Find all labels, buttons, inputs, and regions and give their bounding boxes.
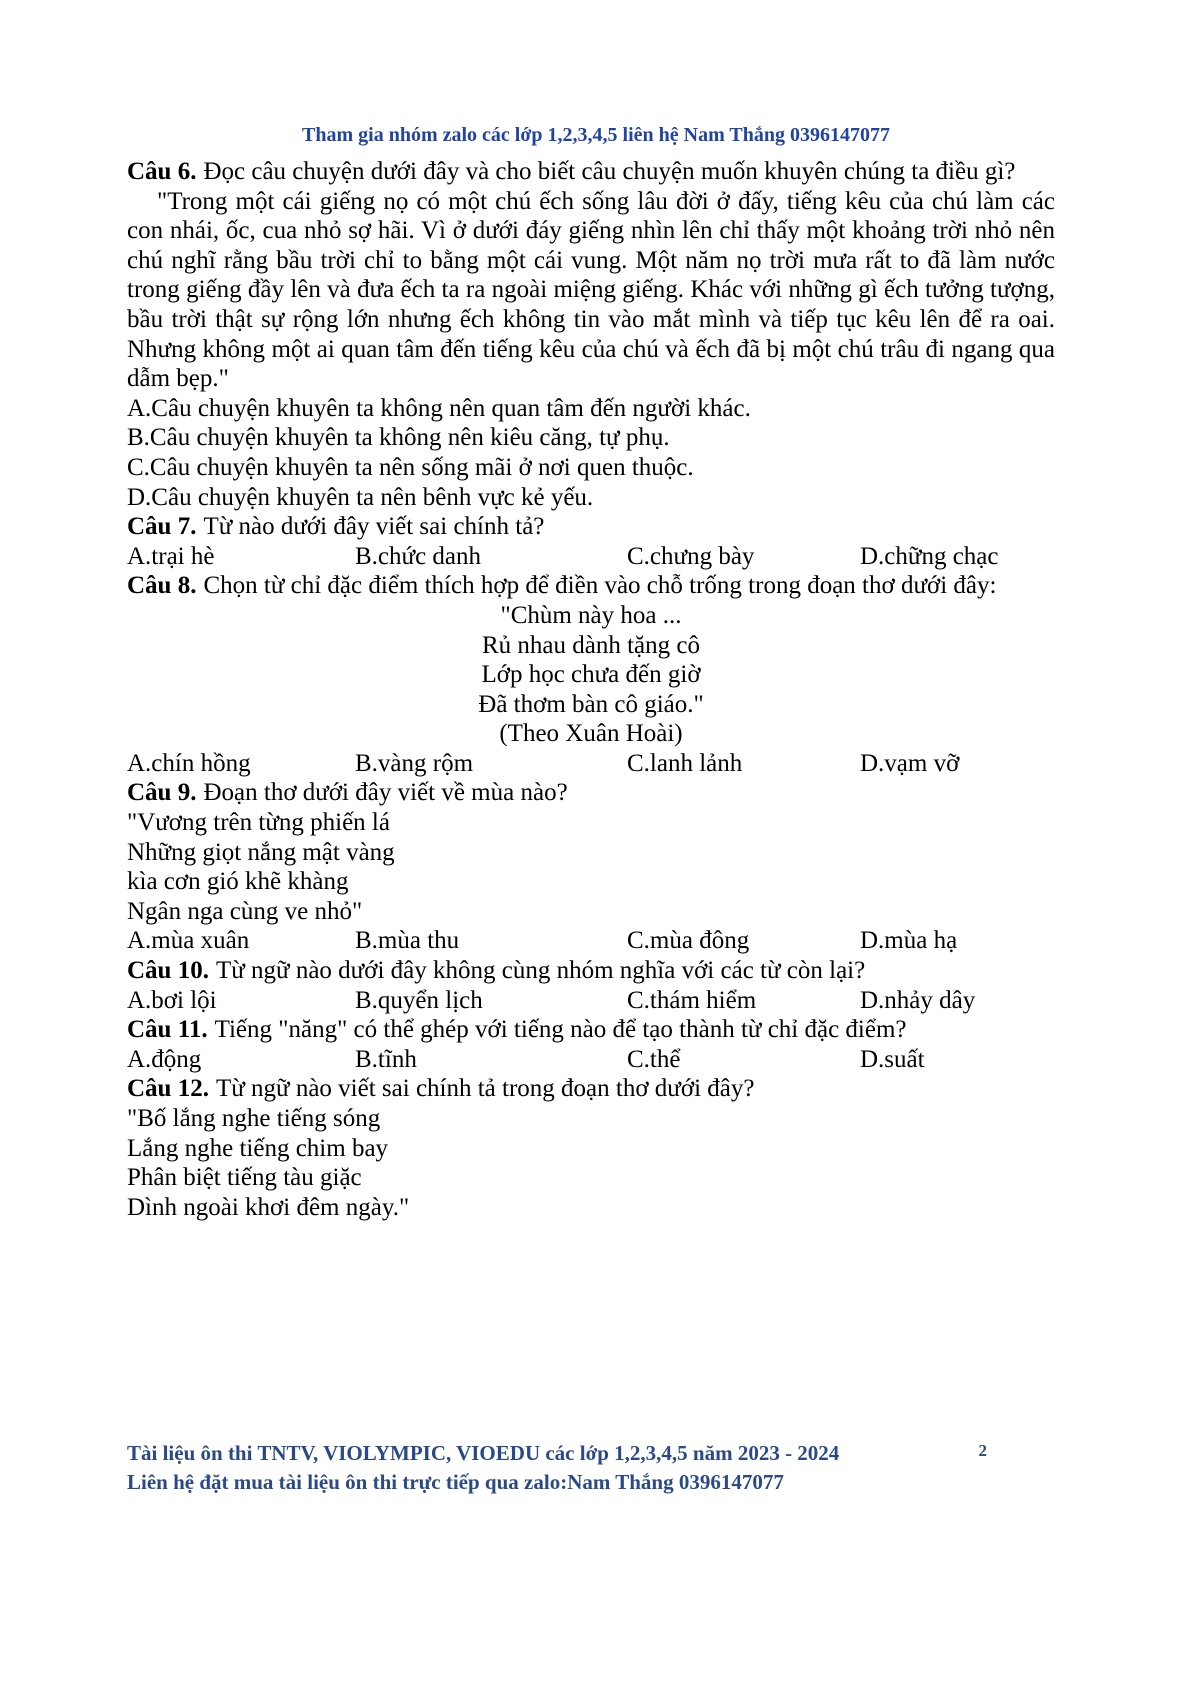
question-7-text: Từ nào dưới đây viết sai chính tả? bbox=[203, 513, 545, 541]
question-12-label: Câu 12. bbox=[127, 1075, 209, 1103]
question-6-option-c: C.Câu chuyện khuyên ta nên sống mãi ở nơi quen thuộc. bbox=[127, 453, 694, 481]
question-12 bbox=[127, 1074, 1055, 1104]
question-6-option-b: B.Câu chuyện khuyên ta không nên kiêu căng, tự phụ. bbox=[127, 424, 670, 452]
document-content bbox=[127, 157, 1055, 1222]
question-11-option-a: A.động bbox=[127, 1045, 202, 1073]
poem-attribution: (Theo Xuân Hoài) bbox=[499, 720, 683, 748]
question-10-option-a: A.bơi lội bbox=[127, 986, 217, 1014]
question-8-option-a: A.chín hồng bbox=[127, 749, 251, 777]
question-8-options bbox=[127, 749, 1055, 779]
question-8 bbox=[127, 571, 1055, 601]
question-11-option-b: B.tĩnh bbox=[355, 1045, 417, 1073]
poem-line: Ngân nga cùng ve nhỏ" bbox=[127, 897, 363, 925]
question-8-option-b: B.vàng rộm bbox=[355, 749, 474, 777]
question-11-options bbox=[127, 1045, 1055, 1075]
question-10-option-d: D.nhảy dây bbox=[860, 986, 976, 1014]
question-8-text: Chọn từ chỉ đặc điểm thích hợp để điền vào chỗ trống trong đoạn thơ dưới đây: bbox=[203, 572, 997, 600]
question-11 bbox=[127, 1015, 1055, 1045]
poem-line: Rủ nhau dành tặng cô bbox=[481, 631, 700, 659]
question-6-option-d: D.Câu chuyện khuyên ta nên bênh vực kẻ yếu. bbox=[127, 483, 594, 511]
question-11-label: Câu 11. bbox=[127, 1016, 208, 1044]
footer-line-2: Liên hệ đặt mua tài liệu ôn thi trực tiếp qua zalo:Nam Thắng 0396147077 bbox=[127, 1470, 784, 1494]
question-7-option-a: A.trại hè bbox=[127, 542, 215, 570]
question-9-text: Đoạn thơ dưới đây viết về mùa nào? bbox=[203, 779, 568, 807]
question-9-label: Câu 9. bbox=[127, 779, 197, 807]
question-6-label: Câu 6. bbox=[127, 158, 197, 185]
poem-line: Lớp học chưa đến giờ bbox=[481, 661, 701, 689]
question-9-option-b: B.mùa thu bbox=[355, 927, 460, 955]
footer-line-1: Tài liệu ôn thi TNTV, VIOLYMPIC, VIOEDU các lớp 1,2,3,4,5 năm 2023 - 2024 bbox=[127, 1441, 840, 1465]
question-12-text: Từ ngữ nào viết sai chính tả trong đoạn thơ dưới đây? bbox=[215, 1075, 755, 1103]
question-6-text: Đọc câu chuyện dưới đây và cho biết câu chuyện muốn khuyên chúng ta điều gì? bbox=[203, 158, 1016, 185]
question-10-option-c: C.thám hiểm bbox=[627, 986, 757, 1014]
question-7 bbox=[127, 512, 1055, 542]
question-8-option-d: D.vạm vỡ bbox=[860, 749, 960, 777]
question-9 bbox=[127, 778, 1055, 808]
question-10-options bbox=[127, 986, 1055, 1016]
question-10-text: Từ ngữ nào dưới đây không cùng nhóm nghĩa với các từ còn lại? bbox=[215, 957, 866, 985]
question-7-option-b: B.chức danh bbox=[355, 542, 482, 570]
page-number: 2 bbox=[978, 1441, 987, 1460]
question-6 bbox=[127, 157, 1055, 187]
question-7-options bbox=[127, 542, 1055, 572]
poem-line: Lắng nghe tiếng chim bay bbox=[127, 1134, 389, 1162]
poem-line: kìa cơn gió khẽ khàng bbox=[127, 868, 349, 896]
poem-line: "Vương trên từng phiến lá bbox=[127, 809, 390, 837]
poem-line: Dình ngoài khơi đêm ngày." bbox=[127, 1193, 410, 1221]
question-9-option-a: A.mùa xuân bbox=[127, 927, 250, 955]
question-7-option-d: D.chững chạc bbox=[860, 542, 999, 570]
question-6-option-a: A.Câu chuyện khuyên ta không nên quan tâm đến người khác. bbox=[127, 394, 751, 422]
question-6-story: "Trong một cái giếng nọ có một chú ếch sống lâu đời ở đấy, tiếng kêu của chú làm các con nhái, ốc, cua nhỏ sợ hãi. Vì ở dưới đáy giếng nhìn lên chỉ thấy một khoảng trời nhỏ nên chú nghĩ rằng bầu trời chỉ to bằng một cái vung. Một năm nọ trời mưa rất to đã làm nước trong giếng đầy lên và đưa ếch ta ra ngoài miệng giếng. Khác với những gì ếch tưởng tượng, bầu trời thật sự rộng lớn nhưng ếch không tin vào mắt mình và tiếp tục kêu lên để ra oai. Nhưng không một ai quan tâm đến tiếng kêu của chú và ếch đã bị một chú trâu đi ngang qua dẫm bẹp." bbox=[127, 187, 1055, 393]
question-11-text: Tiếng "năng" có thể ghép với tiếng nào để tạo thành từ chỉ đặc điểm? bbox=[214, 1016, 907, 1044]
poem-line: Phân biệt tiếng tàu giặc bbox=[127, 1164, 362, 1192]
question-8-option-c: C.lanh lảnh bbox=[627, 749, 743, 777]
poem-line: Đã thơm bàn cô giáo." bbox=[478, 690, 704, 718]
question-9-option-c: C.mùa đông bbox=[627, 927, 750, 955]
question-8-label: Câu 8. bbox=[127, 572, 197, 600]
question-7-option-c: C.chưng bày bbox=[627, 542, 755, 570]
poem-line: "Bố lắng nghe tiếng sóng bbox=[127, 1105, 381, 1132]
footer bbox=[127, 1439, 839, 1497]
header-banner: Tham gia nhóm zalo các lớp 1,2,3,4,5 liên hệ Nam Thắng 0396147077 bbox=[302, 124, 890, 146]
question-11-option-d: D.suất bbox=[860, 1045, 925, 1073]
question-9-options bbox=[127, 926, 1055, 956]
question-10-option-b: B.quyển lịch bbox=[355, 986, 483, 1014]
poem-line: "Chùm này hoa ... bbox=[500, 601, 682, 629]
question-9-option-d: D.mùa hạ bbox=[860, 927, 958, 955]
question-11-option-c: C.thể bbox=[627, 1045, 681, 1073]
question-10-label: Câu 10. bbox=[127, 957, 209, 985]
question-7-label: Câu 7. bbox=[127, 513, 197, 541]
question-10 bbox=[127, 956, 1055, 986]
question-8-poem bbox=[127, 601, 1055, 749]
poem-line: Những giọt nắng mật vàng bbox=[127, 838, 395, 866]
